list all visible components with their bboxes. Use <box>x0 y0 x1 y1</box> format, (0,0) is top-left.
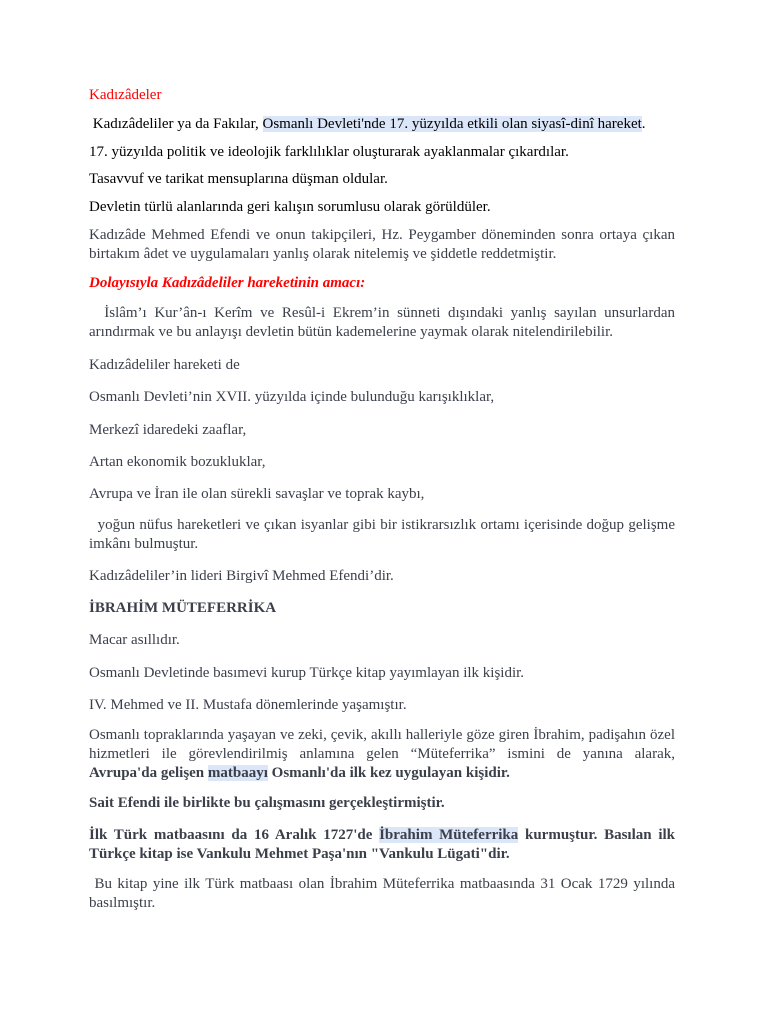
paragraph-era: IV. Mehmed ve II. Mustafa dönemlerinde yaşamıştır. <box>89 697 407 713</box>
muteferrika-bold-post: Osmanlı'da ilk kez uygulayan kişidir. <box>267 765 510 781</box>
list-item-wars: Avrupa ve İran ile olan sürekli savaşlar ve toprak kaybı, <box>89 486 425 502</box>
paragraph-origin: Macar asıllıdır. <box>89 632 180 648</box>
highlighted-matbaayi: matbaayı <box>207 765 268 781</box>
first-press-pre: İlk Türk matbaasını da 16 Aralık 1727'de <box>89 827 380 843</box>
paragraph-sufism: Tasavvuf ve tarikat mensuplarına düşman oldular. <box>89 171 388 187</box>
definition-end: . <box>641 116 646 132</box>
list-item-turmoil: Osmanlı Devleti’nin XVII. yüzyılda içinde bulunduğu karışıklıklar, <box>89 389 495 405</box>
highlighted-ibrahim-muteferrika: İbrahim Müteferrika <box>379 827 519 843</box>
paragraph-kadizade-followers: Kadızâde Mehmed Efendi ve onun takipçileri, Hz. Peygamber döneminden sonra ortaya çıkan birtakım âdet ve uygulamaları yanlış olarak nitelemiş ve şiddetle reddetmiştir. <box>89 227 675 262</box>
paragraph-movement: Kadızâdeliler hareketi de <box>89 357 240 373</box>
list-item-central-weakness: Merkezî idaredeki zaaflar, <box>89 422 247 438</box>
subheading-purpose: Dolayısıyla Kadızâdeliler hareketinin amacı: <box>89 275 366 291</box>
paragraph-book-printed: Bu kitap yine ilk Türk matbaası olan İbrahim Müteferrika matbaasında 31 Ocak 1729 yılında basılmıştır. <box>89 876 679 911</box>
paragraph-sait-efendi: Sait Efendi ile birlikte bu çalışmasını gerçekleştirmiştir. <box>89 795 445 811</box>
first-press-post: kurmuştur. Basılan ilk Türkçe kitap ise Vankulu Mehmet Paşa'nın "Vankulu Lügati"dir. <box>89 827 675 862</box>
list-item-economy: Artan ekonomik bozukluklar, <box>89 454 266 470</box>
paragraph-leader: Kadızâdeliler’in lideri Birgivî Mehmed Efendi’dir. <box>89 568 394 584</box>
paragraph-muteferrika <box>89 726 675 783</box>
section-title-kadizadeler: Kadızâdeler <box>89 87 162 103</box>
paragraph-blame: Devletin türlü alanlarında geri kalışın sorumlusu olarak görüldüler. <box>89 199 491 215</box>
paragraph-first-turkish-press <box>89 826 675 864</box>
muteferrika-text: Osmanlı topraklarında yaşayan ve zeki, çevik, akıllı halleriyle göze giren İbrahim, padişahın özel hizmetleri ile görevlendirilmiş anlamına gelen “Müteferrika” ismini de yanına alarak, <box>89 727 675 762</box>
muteferrika-bold-pre: Avrupa'da gelişen <box>89 765 208 781</box>
paragraph-first-press: Osmanlı Devletinde basımevi kurup Türkçe kitap yayımlayan ilk kişidir. <box>89 665 525 681</box>
paragraph-uprisings: 17. yüzyılda politik ve ideolojik farklılıklar oluşturarak ayaklanmalar çıkardılar. <box>89 144 569 160</box>
paragraph-definition <box>89 115 646 134</box>
paragraph-purpose: İslâm’ı Kur’ân-ı Kerîm ve Resûl-i Ekrem’in sünneti dışındaki yanlış sayılan unsurlardan arındırmak ve bu anlayışı devletin bütün kademelerine yaymak olarak nitelendirilebilir. <box>89 305 679 340</box>
definition-text: Kadızâdeliler ya da Fakılar, <box>89 116 263 132</box>
section-title-ibrahim: İBRAHİM MÜTEFERRİKA <box>89 600 277 616</box>
paragraph-instability: yoğun nüfus hareketleri ve çıkan isyanlar gibi bir istikrarsızlık ortamı içerisinde doğup gelişme imkânı bulmuştur. <box>89 517 679 552</box>
highlighted-definition: Osmanlı Devleti'nde 17. yüzyılda etkili olan siyasî-dinî hareket <box>262 116 642 132</box>
